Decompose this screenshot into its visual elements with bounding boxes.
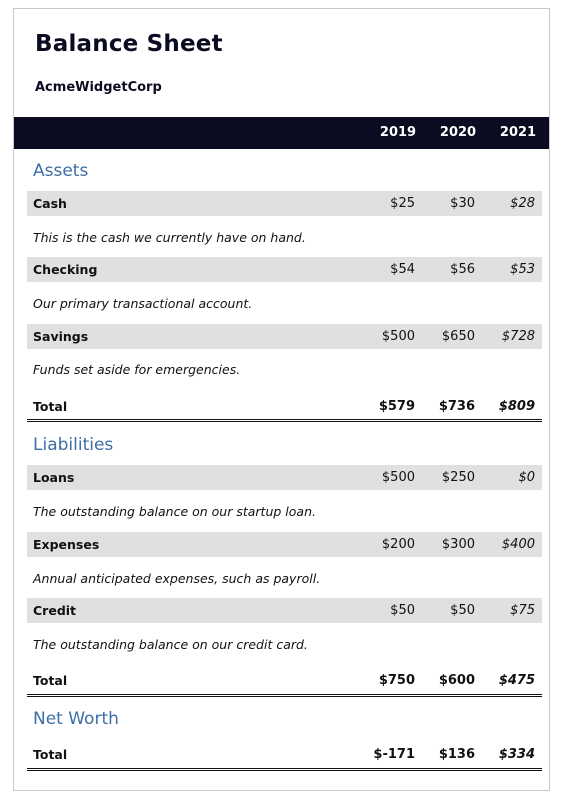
value-2019: $50 bbox=[390, 603, 415, 618]
company-name: AcmeWidgetCorp bbox=[35, 80, 162, 95]
row-label: Expenses bbox=[33, 537, 100, 552]
year-header-bar bbox=[14, 117, 549, 149]
liability-description-expenses: Annual anticipated expenses, such as payroll. bbox=[33, 571, 321, 586]
value-2020: $300 bbox=[441, 537, 475, 552]
row-label: Credit bbox=[33, 603, 77, 618]
assets-section-title: Assets bbox=[33, 161, 89, 181]
asset-row-savings bbox=[27, 324, 542, 349]
row-label: Total bbox=[33, 399, 68, 414]
value-2021: $728 bbox=[501, 329, 535, 344]
value-2019: $500 bbox=[381, 329, 415, 344]
asset-description-cash: This is the cash we currently have on hand. bbox=[33, 230, 306, 245]
liabilities-section-title: Liabilities bbox=[33, 435, 114, 455]
row-label: Total bbox=[33, 673, 68, 688]
year-2019-heading: 2019 bbox=[379, 125, 417, 140]
assets-total-double-rule bbox=[27, 419, 542, 422]
value-2020: $56 bbox=[450, 262, 475, 277]
value-2021: $75 bbox=[510, 603, 535, 618]
value-2021: $400 bbox=[501, 537, 535, 552]
year-2020-heading: 2020 bbox=[439, 125, 477, 140]
value-2019: $25 bbox=[390, 196, 415, 211]
value-2021: $28 bbox=[510, 196, 535, 211]
total-2021: $334 bbox=[498, 747, 535, 762]
value-2019: $200 bbox=[381, 537, 415, 552]
liability-description-loans: The outstanding balance on our startup loan. bbox=[33, 504, 316, 519]
value-2020: $30 bbox=[450, 196, 475, 211]
total-2020: $136 bbox=[438, 747, 475, 762]
assets-total-row bbox=[27, 394, 542, 419]
row-label: Loans bbox=[33, 470, 75, 485]
liabilities-total-double-rule bbox=[27, 694, 542, 697]
liabilities-total-row bbox=[27, 668, 542, 693]
year-2021-heading: 2021 bbox=[499, 125, 537, 140]
value-2020: $250 bbox=[441, 470, 475, 485]
net-worth-total-double-rule bbox=[27, 768, 542, 771]
value-2019: $54 bbox=[390, 262, 415, 277]
asset-description-checking: Our primary transactional account. bbox=[33, 296, 253, 311]
value-2019: $500 bbox=[381, 470, 415, 485]
page-title: Balance Sheet bbox=[35, 31, 223, 57]
net-worth-total-row bbox=[27, 742, 542, 767]
liability-description-credit: The outstanding balance on our credit card. bbox=[33, 637, 308, 652]
asset-row-checking bbox=[27, 257, 542, 282]
liability-row-expenses bbox=[27, 532, 542, 557]
balance-sheet bbox=[13, 8, 550, 791]
asset-description-savings: Funds set aside for emergencies. bbox=[33, 362, 241, 377]
total-2020: $600 bbox=[438, 673, 475, 688]
value-2020: $650 bbox=[441, 329, 475, 344]
liability-row-loans bbox=[27, 465, 542, 490]
value-2021: $0 bbox=[518, 470, 535, 485]
liability-row-credit bbox=[27, 598, 542, 623]
total-2020: $736 bbox=[438, 399, 475, 414]
total-2019: $750 bbox=[378, 673, 415, 688]
net-worth-section-title: Net Worth bbox=[33, 709, 119, 729]
row-label: Total bbox=[33, 747, 68, 762]
total-2019: $579 bbox=[378, 399, 415, 414]
total-2021: $809 bbox=[498, 399, 535, 414]
asset-row-cash bbox=[27, 191, 542, 216]
value-2020: $50 bbox=[450, 603, 475, 618]
row-label: Checking bbox=[33, 262, 98, 277]
row-label: Cash bbox=[33, 196, 67, 211]
value-2021: $53 bbox=[510, 262, 535, 277]
row-label: Savings bbox=[33, 329, 89, 344]
total-2019: $-171 bbox=[373, 747, 415, 762]
total-2021: $475 bbox=[498, 673, 535, 688]
